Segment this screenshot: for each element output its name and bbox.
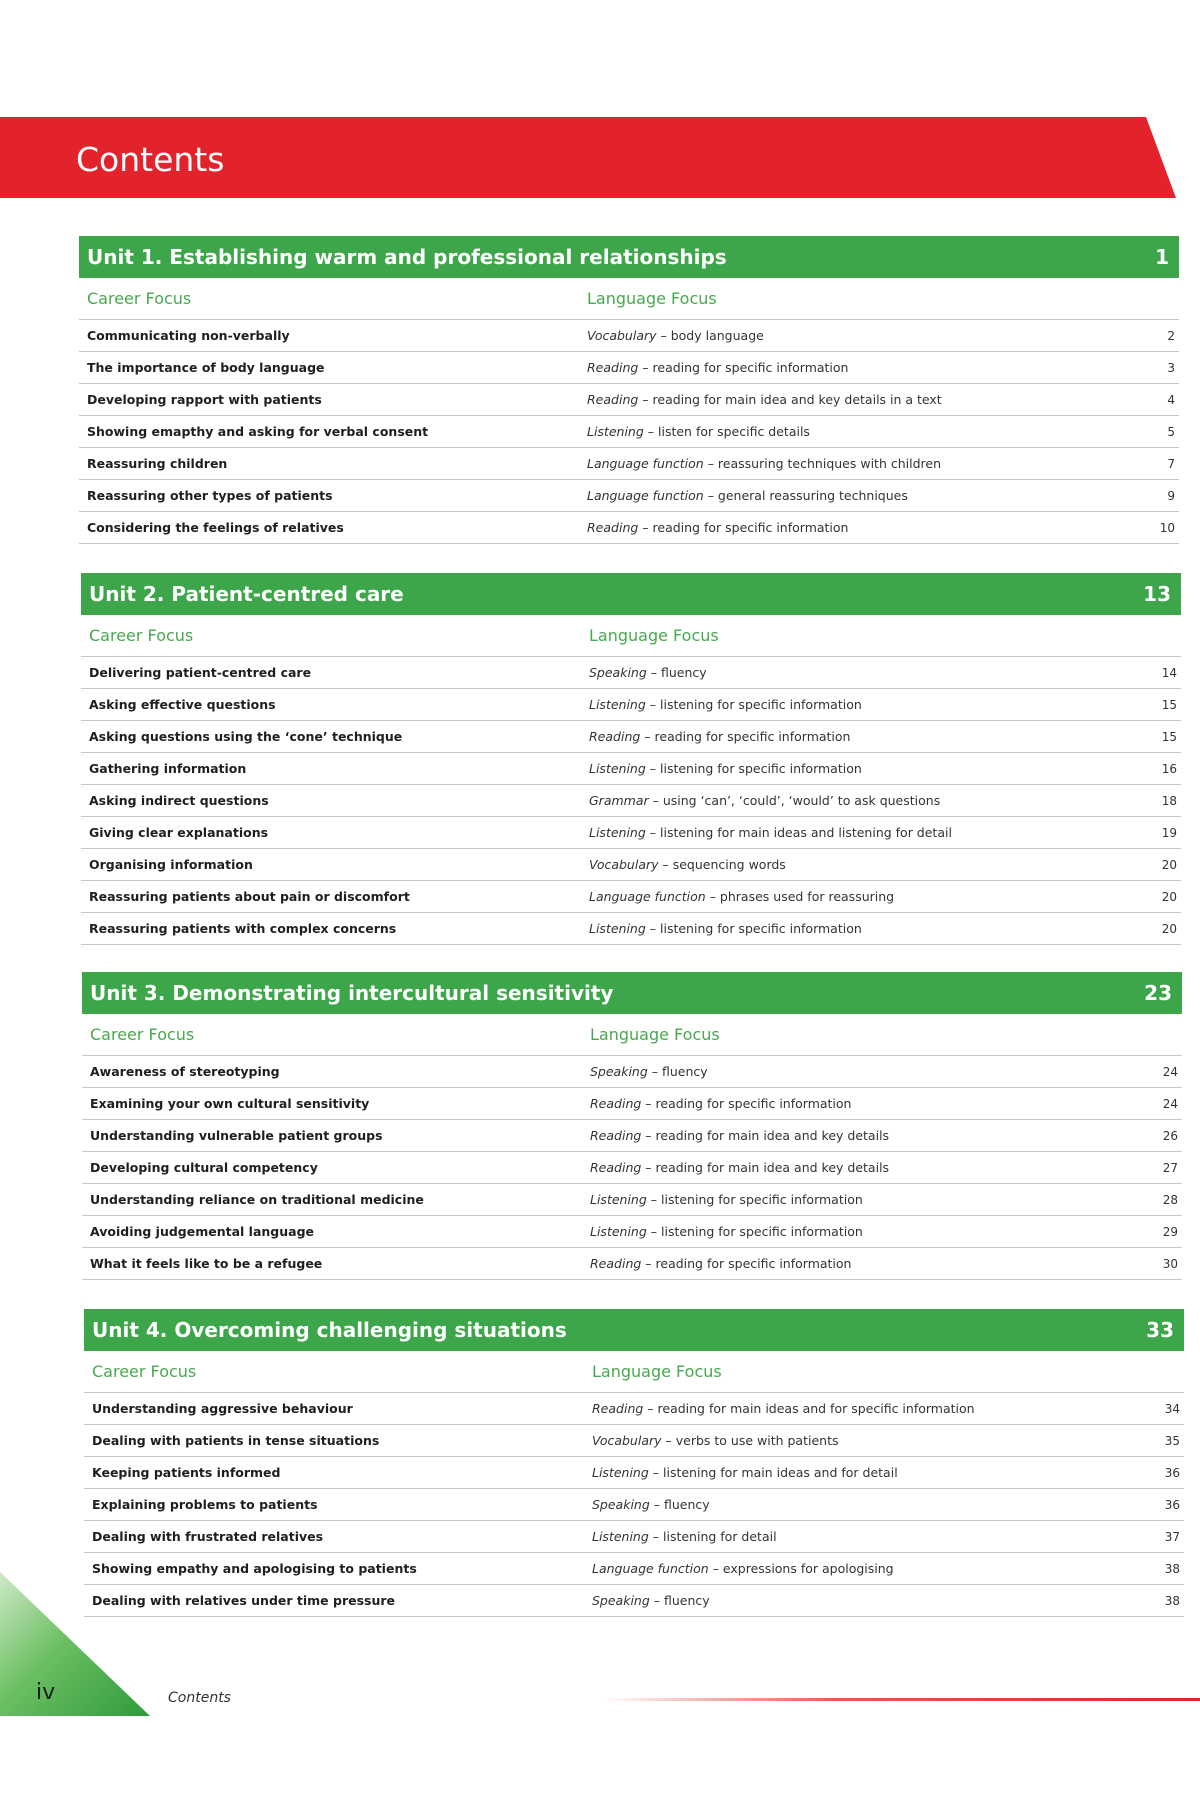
footer-section-label: Contents (168, 1690, 231, 1706)
career-topic: Understanding vulnerable patient groups (90, 1128, 383, 1143)
row-page: 2 (1167, 328, 1175, 343)
table-row[interactable] (82, 1056, 1182, 1088)
focus-type: Vocabulary (587, 328, 657, 343)
focus-detail: – listen for specific details (643, 424, 810, 439)
unit-title: Unit 4. Overcoming challenging situations (92, 1318, 567, 1342)
table-row[interactable] (84, 1553, 1184, 1585)
language-focus (592, 1433, 1144, 1448)
career-topic: Keeping patients informed (92, 1465, 281, 1480)
row-page: 7 (1167, 456, 1175, 471)
language-focus (590, 1096, 1142, 1111)
focus-type: Speaking (592, 1593, 650, 1608)
language-focus (590, 1064, 1142, 1079)
table-row[interactable] (84, 1521, 1184, 1553)
table-row[interactable] (82, 1120, 1182, 1152)
focus-type: Language function (592, 1561, 709, 1576)
table-row[interactable] (81, 817, 1181, 849)
focus-header (82, 1014, 1182, 1056)
table-row[interactable] (84, 1393, 1184, 1425)
table-row[interactable] (79, 480, 1179, 512)
unit-header[interactable] (82, 972, 1182, 1014)
focus-header (81, 615, 1181, 657)
career-topic: Delivering patient-centred care (89, 665, 312, 680)
row-page: 24 (1162, 1064, 1178, 1079)
language-focus (589, 825, 1141, 840)
table-row[interactable] (81, 689, 1181, 721)
focus-type: Reading (589, 729, 641, 744)
unit-title: Unit 1. Establishing warm and professional relationships (87, 245, 727, 269)
focus-type: Listening (589, 697, 646, 712)
unit-header[interactable] (81, 573, 1181, 615)
row-page: 37 (1164, 1529, 1180, 1544)
unit-header[interactable] (84, 1309, 1184, 1351)
language-focus (590, 1160, 1142, 1175)
language-focus (589, 921, 1141, 936)
focus-type: Language function (587, 456, 704, 471)
focus-type: Vocabulary (592, 1433, 662, 1448)
row-page: 27 (1162, 1160, 1178, 1175)
career-topic: Developing rapport with patients (87, 392, 322, 407)
row-page: 35 (1164, 1433, 1180, 1448)
row-page: 36 (1164, 1465, 1180, 1480)
career-focus-heading: Career Focus (92, 1362, 197, 1381)
career-topic: Awareness of stereotyping (90, 1064, 280, 1079)
focus-header (79, 278, 1179, 320)
focus-detail: – reading for specific information (640, 729, 851, 744)
career-topic: Examining your own cultural sensitivity (90, 1096, 370, 1111)
row-page: 4 (1167, 392, 1175, 407)
language-focus (589, 761, 1141, 776)
table-row[interactable] (84, 1585, 1184, 1617)
language-focus (587, 488, 1139, 503)
career-topic: Asking questions using the ‘cone’ technique (89, 729, 403, 744)
table-row[interactable] (81, 881, 1181, 913)
language-focus (589, 729, 1141, 744)
focus-type: Reading (590, 1128, 642, 1143)
focus-type: Listening (589, 761, 646, 776)
focus-detail: – fluency (646, 665, 707, 680)
table-row[interactable] (79, 352, 1179, 384)
focus-detail: – expressions for apologising (708, 1561, 894, 1576)
career-topic: Showing emapthy and asking for verbal consent (87, 424, 429, 439)
table-row[interactable] (84, 1457, 1184, 1489)
row-page: 24 (1162, 1096, 1178, 1111)
footer-divider (600, 1698, 1200, 1701)
career-topic: Understanding aggressive behaviour (92, 1401, 353, 1416)
focus-type: Listening (589, 921, 646, 936)
career-topic: Reassuring patients with complex concerns (89, 921, 397, 936)
row-page: 18 (1161, 793, 1177, 808)
language-focus (587, 328, 1139, 343)
row-page: 30 (1162, 1256, 1178, 1271)
focus-detail: – general reassuring techniques (703, 488, 908, 503)
focus-detail: – phrases used for reassuring (705, 889, 895, 904)
unit-header[interactable] (79, 236, 1179, 278)
language-focus (587, 456, 1139, 471)
focus-detail: – reading for specific information (641, 1096, 852, 1111)
focus-detail: – listening for specific information (646, 1224, 863, 1239)
language-focus (587, 392, 1139, 407)
table-row[interactable] (81, 721, 1181, 753)
row-page: 16 (1161, 761, 1177, 776)
career-topic: The importance of body language (87, 360, 325, 375)
row-page: 38 (1164, 1561, 1180, 1576)
unit-4 (84, 1309, 1184, 1608)
focus-type: Reading (587, 520, 639, 535)
career-topic: Asking effective questions (89, 697, 276, 712)
table-row[interactable] (81, 913, 1181, 945)
unit-page-number: 33 (1146, 1318, 1174, 1342)
focus-type: Speaking (589, 665, 647, 680)
language-focus-heading: Language Focus (587, 289, 717, 308)
career-topic: Dealing with relatives under time pressure (92, 1593, 396, 1608)
career-topic: Considering the feelings of relatives (87, 520, 344, 535)
career-topic: Dealing with frustrated relatives (92, 1529, 324, 1544)
table-row[interactable] (81, 657, 1181, 689)
focus-detail: – reading for specific information (638, 520, 849, 535)
table-row[interactable] (81, 849, 1181, 881)
language-focus (592, 1401, 1144, 1416)
focus-type: Speaking (592, 1497, 650, 1512)
focus-detail: – fluency (649, 1593, 710, 1608)
focus-type: Listening (587, 424, 644, 439)
language-focus (589, 889, 1141, 904)
focus-detail: – listening for specific information (645, 921, 862, 936)
table-row[interactable] (79, 416, 1179, 448)
language-focus (589, 857, 1141, 872)
focus-detail: – reading for specific information (641, 1256, 852, 1271)
row-page: 3 (1167, 360, 1175, 375)
row-page: 19 (1161, 825, 1177, 840)
unit-2 (81, 573, 1181, 936)
focus-detail: – sequencing words (658, 857, 786, 872)
career-topic: Communicating non-verbally (87, 328, 290, 343)
career-topic: Gathering information (89, 761, 247, 776)
row-page: 28 (1162, 1192, 1178, 1207)
unit-1 (79, 236, 1179, 535)
focus-detail: – fluency (649, 1497, 710, 1512)
language-focus (592, 1497, 1144, 1512)
row-page: 15 (1161, 697, 1177, 712)
career-topic: Organising information (89, 857, 253, 872)
language-focus (589, 793, 1141, 808)
row-page: 20 (1161, 857, 1177, 872)
focus-type: Listening (590, 1192, 647, 1207)
row-page: 26 (1162, 1128, 1178, 1143)
focus-detail: – body language (656, 328, 764, 343)
focus-type: Reading (590, 1160, 642, 1175)
language-focus (592, 1465, 1144, 1480)
career-topic: Understanding reliance on traditional medicine (90, 1192, 424, 1207)
career-topic: Dealing with patients in tense situations (92, 1433, 380, 1448)
language-focus (590, 1224, 1142, 1239)
language-focus (589, 665, 1141, 680)
row-page: 15 (1161, 729, 1177, 744)
focus-header (84, 1351, 1184, 1393)
table-row[interactable] (79, 320, 1179, 352)
focus-detail: – listening for detail (648, 1529, 777, 1544)
unit-title: Unit 3. Demonstrating intercultural sensitivity (90, 981, 614, 1005)
row-page: 20 (1161, 921, 1177, 936)
focus-type: Listening (590, 1224, 647, 1239)
table-row[interactable] (82, 1216, 1182, 1248)
focus-type: Language function (587, 488, 704, 503)
focus-type: Reading (587, 392, 639, 407)
language-focus (590, 1192, 1142, 1207)
table-row[interactable] (82, 1088, 1182, 1120)
career-topic: Avoiding judgemental language (90, 1224, 315, 1239)
language-focus (590, 1256, 1142, 1271)
unit-page-number: 1 (1155, 245, 1169, 269)
focus-type: Reading (587, 360, 639, 375)
focus-detail: – listening for specific information (645, 761, 862, 776)
focus-type: Speaking (590, 1064, 648, 1079)
career-topic: Showing empathy and apologising to patients (92, 1561, 417, 1576)
row-page: 9 (1167, 488, 1175, 503)
unit-3 (82, 972, 1182, 1271)
focus-detail: – reading for main idea and key details (641, 1128, 890, 1143)
focus-detail: – listening for specific information (646, 1192, 863, 1207)
focus-detail: – reading for specific information (638, 360, 849, 375)
table-row[interactable] (79, 448, 1179, 480)
focus-type: Reading (592, 1401, 644, 1416)
language-focus (587, 360, 1139, 375)
focus-detail: – listening for main ideas and listening for detail (645, 825, 952, 840)
unit-page-number: 23 (1144, 981, 1172, 1005)
career-focus-heading: Career Focus (90, 1025, 195, 1044)
language-focus (589, 697, 1141, 712)
row-page: 29 (1162, 1224, 1178, 1239)
language-focus-heading: Language Focus (590, 1025, 720, 1044)
focus-detail: – reading for main idea and key details in a text (638, 392, 942, 407)
row-page: 10 (1159, 520, 1175, 535)
focus-type: Reading (590, 1256, 642, 1271)
row-page: 5 (1167, 424, 1175, 439)
table-row[interactable] (84, 1489, 1184, 1521)
language-focus (587, 520, 1139, 535)
focus-detail: – using ‘can’, ‘could’, ‘would’ to ask questions (648, 793, 941, 808)
career-topic: Reassuring children (87, 456, 228, 471)
focus-detail: – reading for main idea and key details (641, 1160, 890, 1175)
row-page: 34 (1164, 1401, 1180, 1416)
table-row[interactable] (79, 512, 1179, 544)
row-page: 20 (1161, 889, 1177, 904)
page-title: Contents (76, 140, 225, 179)
row-page: 14 (1161, 665, 1177, 680)
language-focus (587, 424, 1139, 439)
table-row[interactable] (81, 753, 1181, 785)
career-topic: Giving clear explanations (89, 825, 269, 840)
table-row[interactable] (84, 1425, 1184, 1457)
focus-type: Listening (592, 1465, 649, 1480)
focus-type: Reading (590, 1096, 642, 1111)
focus-type: Listening (589, 825, 646, 840)
focus-detail: – listening for main ideas and for detail (648, 1465, 898, 1480)
focus-detail: – listening for specific information (645, 697, 862, 712)
career-focus-heading: Career Focus (89, 626, 194, 645)
table-row[interactable] (79, 384, 1179, 416)
career-topic: Reassuring patients about pain or discomfort (89, 889, 410, 904)
language-focus-heading: Language Focus (589, 626, 719, 645)
language-focus (592, 1561, 1144, 1576)
career-focus-heading: Career Focus (87, 289, 192, 308)
language-focus-heading: Language Focus (592, 1362, 722, 1381)
footer-page-number: iv (36, 1680, 56, 1705)
unit-page-number: 13 (1143, 582, 1171, 606)
career-topic: Reassuring other types of patients (87, 488, 333, 503)
focus-type: Language function (589, 889, 706, 904)
focus-type: Listening (592, 1529, 649, 1544)
table-row[interactable] (81, 785, 1181, 817)
table-row[interactable] (82, 1248, 1182, 1280)
focus-detail: – fluency (647, 1064, 708, 1079)
table-row[interactable] (82, 1184, 1182, 1216)
language-focus (592, 1593, 1144, 1608)
language-focus (592, 1529, 1144, 1544)
career-topic: Asking indirect questions (89, 793, 269, 808)
language-focus (590, 1128, 1142, 1143)
focus-detail: – verbs to use with patients (661, 1433, 839, 1448)
focus-detail: – reading for main ideas and for specific information (643, 1401, 975, 1416)
career-topic: What it feels like to be a refugee (90, 1256, 323, 1271)
focus-detail: – reassuring techniques with children (703, 456, 941, 471)
focus-type: Grammar (589, 793, 649, 808)
career-topic: Developing cultural competency (90, 1160, 318, 1175)
unit-title: Unit 2. Patient-centred care (89, 582, 404, 606)
row-page: 36 (1164, 1497, 1180, 1512)
focus-type: Vocabulary (589, 857, 659, 872)
table-row[interactable] (82, 1152, 1182, 1184)
career-topic: Explaining problems to patients (92, 1497, 318, 1512)
row-page: 38 (1164, 1593, 1180, 1608)
